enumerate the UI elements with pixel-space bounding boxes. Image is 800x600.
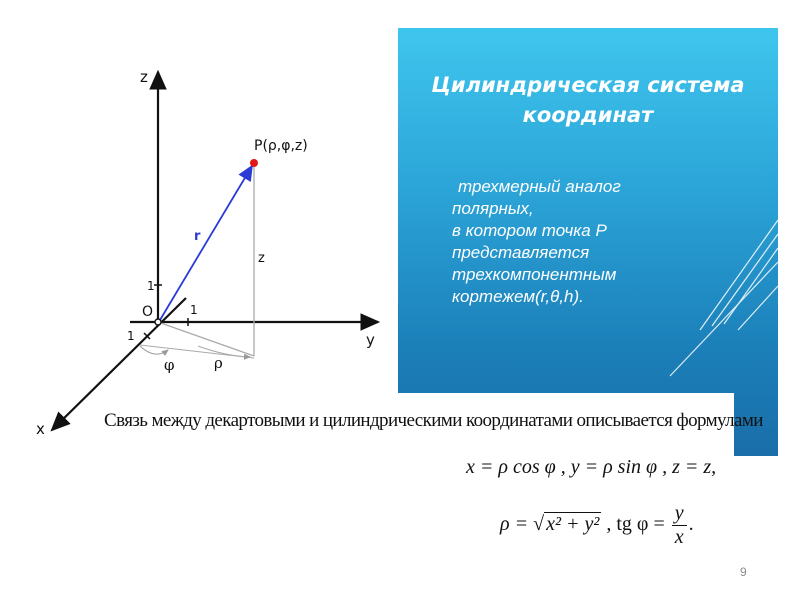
z-tick-label: 1	[147, 279, 155, 293]
z-axis-label: z	[140, 68, 148, 86]
y-tick-label: 1	[190, 303, 198, 317]
title-line-2: координат	[522, 103, 654, 127]
sqrt-symbol: √ x² + y²	[533, 513, 600, 536]
formula-cartesian: x = ρ cos φ , y = ρ sin φ , z = z,	[466, 456, 717, 478]
phi-label: φ	[164, 356, 175, 374]
description-line: представляется	[452, 243, 590, 262]
formula-tg-lhs: , tg φ =	[601, 513, 670, 536]
description-line: полярных,	[452, 199, 534, 218]
description-line: трехмерный аналог	[458, 177, 621, 196]
formula-rho-tg	[500, 502, 694, 549]
point-p	[250, 159, 258, 167]
y-axis-label: y	[366, 331, 375, 349]
origin-label: O	[142, 304, 154, 320]
formula-rho-lhs: ρ =	[500, 513, 534, 536]
description-line: трехкомпонентным	[452, 265, 617, 284]
x-axis-label: x	[36, 420, 45, 438]
origin-point	[155, 319, 161, 325]
vector-r	[160, 166, 252, 320]
point-label: P(ρ,φ,z)	[254, 138, 308, 154]
rho-line	[158, 322, 254, 356]
formula-radicand: x² + y²	[546, 513, 600, 536]
x-tick-label: 1	[127, 329, 135, 343]
rho-label: ρ	[214, 354, 223, 372]
description-line: в котором точка P	[452, 221, 607, 240]
title-line-1: Цилиндрическая система	[431, 73, 745, 97]
formula-intro: Связь между декартовыми и цилиндрическими координатами описывается формулами	[104, 410, 763, 431]
slide-number: 9	[740, 565, 747, 579]
fraction	[672, 502, 687, 549]
vector-label: r	[194, 229, 201, 244]
fraction-numerator: y	[672, 502, 687, 526]
fraction-denominator: x	[674, 526, 684, 548]
formula-tail: .	[688, 513, 694, 536]
description-line: кортежем(r,θ,h).	[452, 287, 584, 306]
height-label: z	[258, 251, 265, 266]
